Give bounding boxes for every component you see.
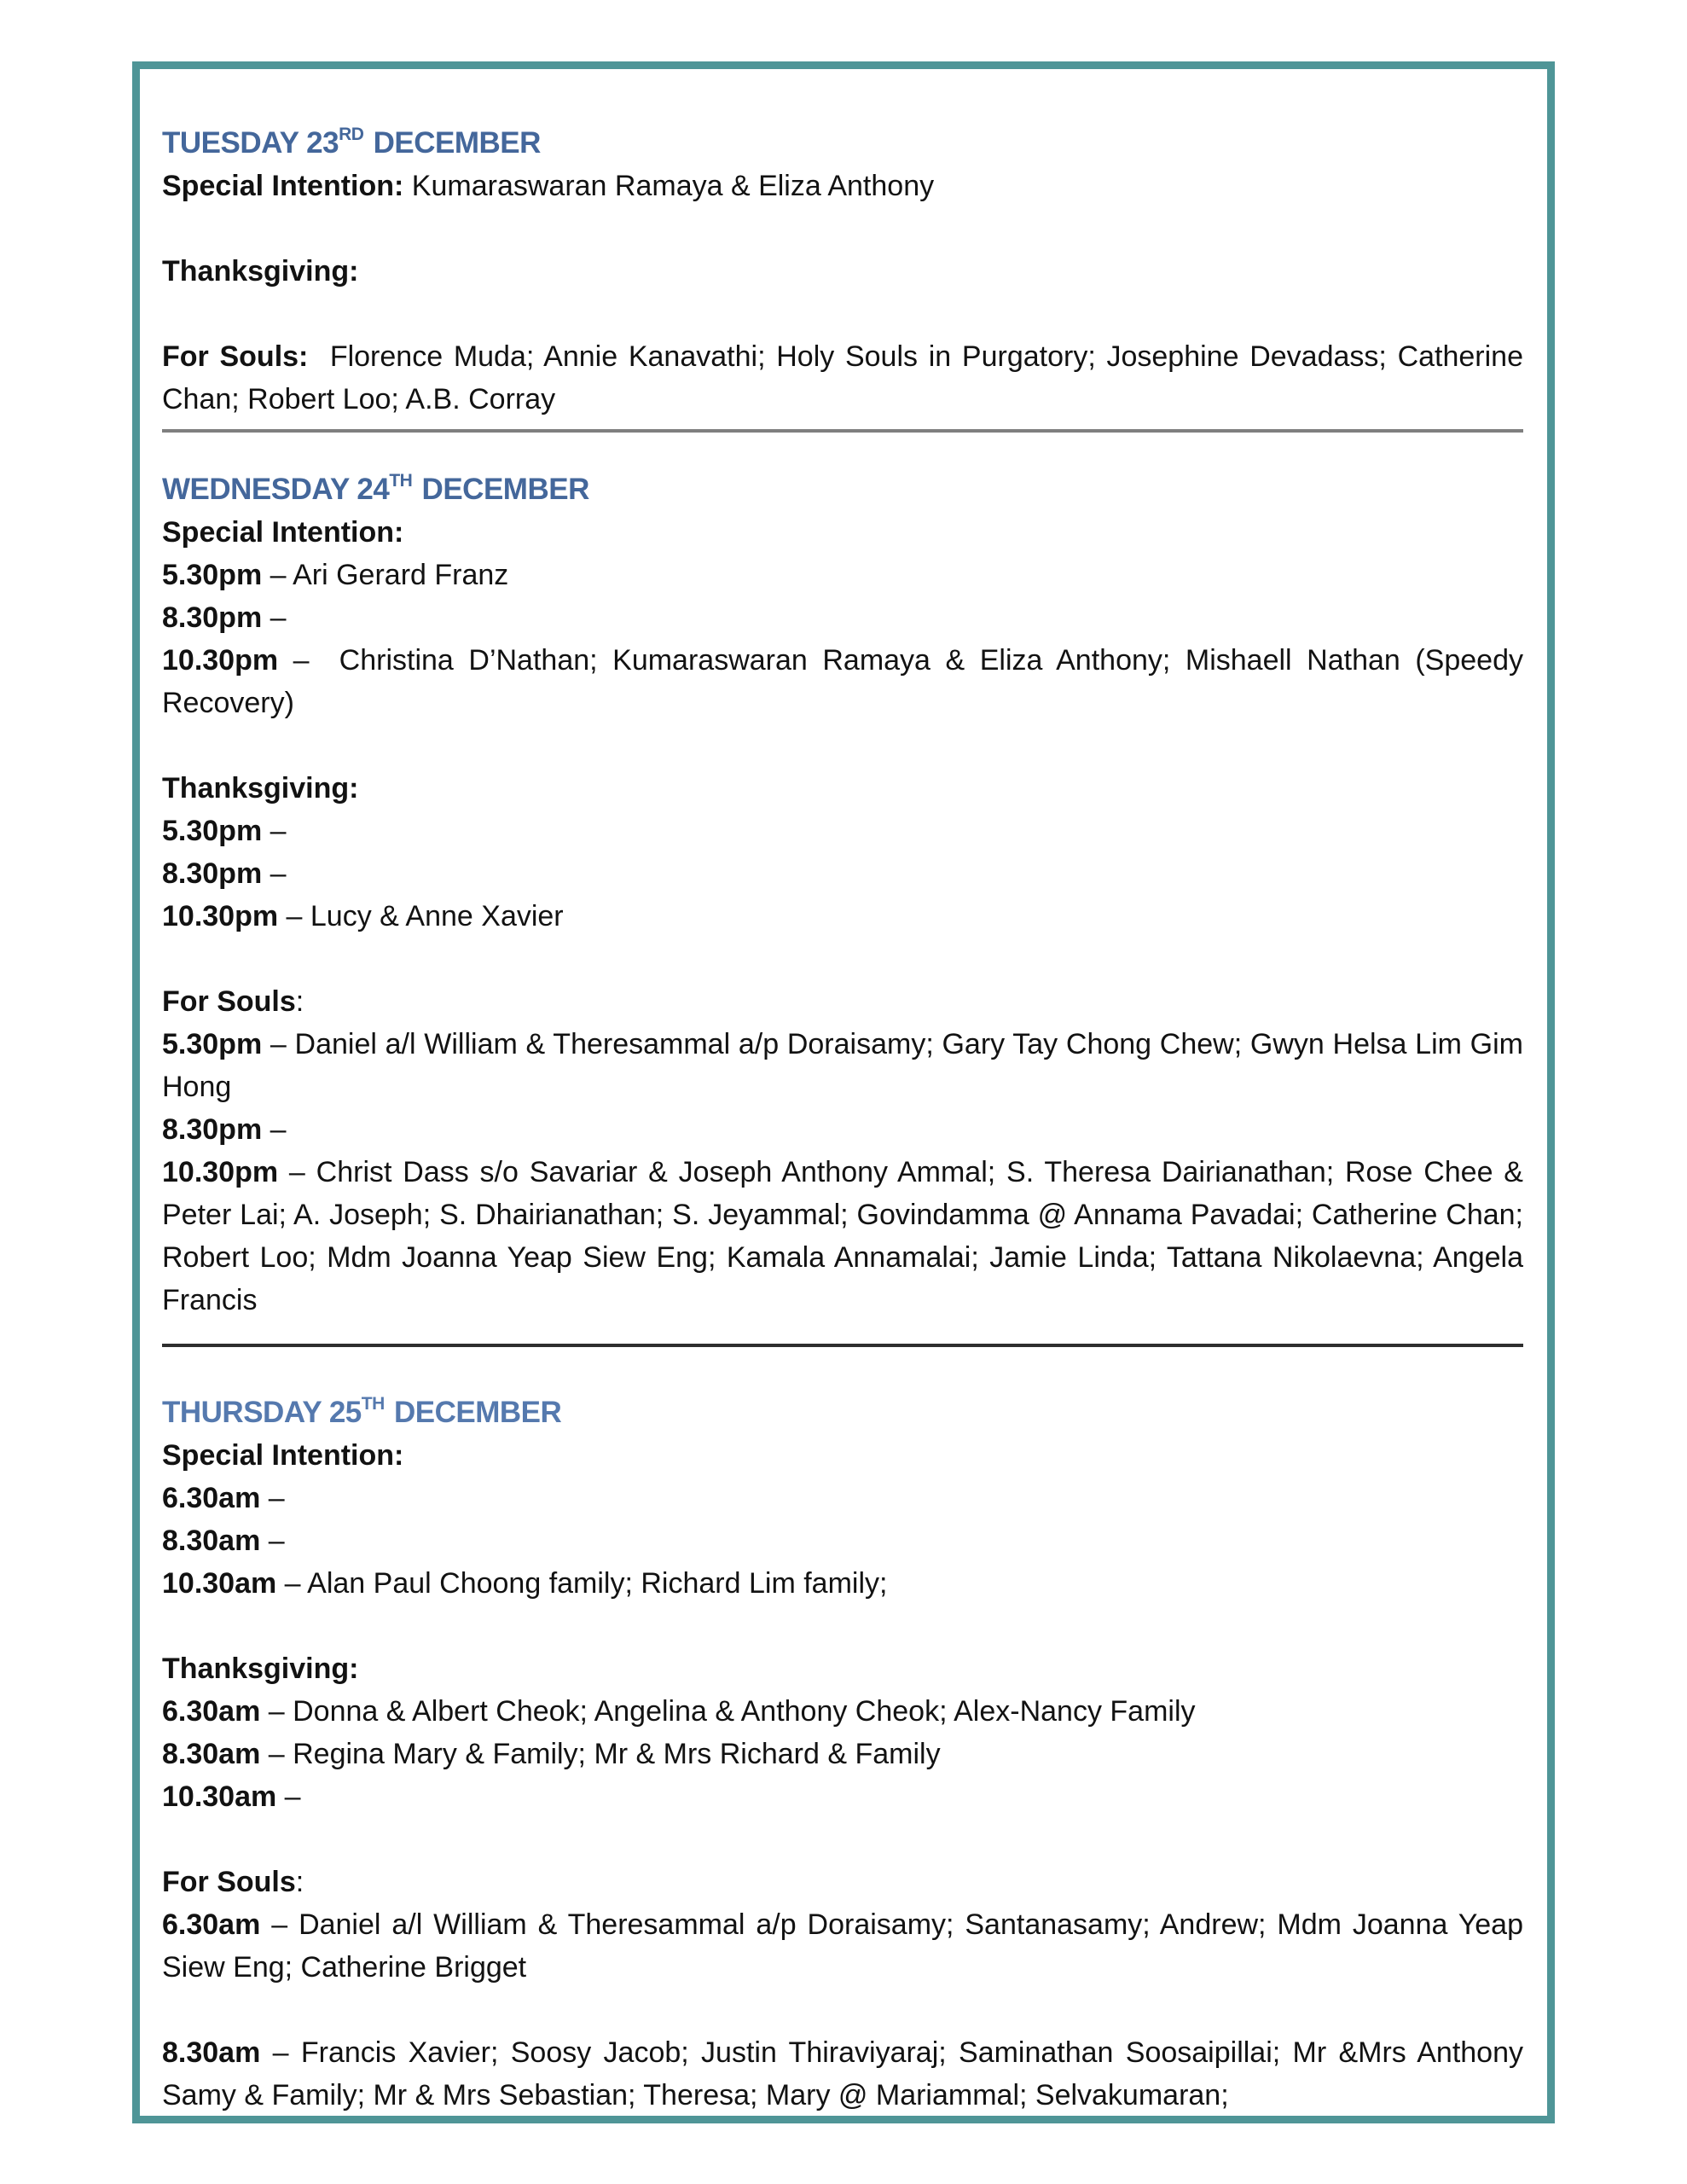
line-text: – [276, 1780, 301, 1813]
line-text: : [295, 985, 304, 1018]
line-text: – [262, 857, 287, 890]
blank-line [162, 1818, 1523, 1861]
mass-intentions-document [132, 61, 1555, 2123]
line-label: 10.30pm [162, 900, 279, 932]
intention-line [162, 1562, 1523, 1605]
heading-day: TUESDAY 23 [162, 126, 339, 160]
line-text: – Alan Paul Choong family; Richard Lim family; [276, 1567, 888, 1600]
blank-line [162, 724, 1523, 767]
line-label: 6.30am [162, 1695, 261, 1728]
section-divider-gray [162, 429, 1523, 433]
line-label: 5.30pm [162, 815, 263, 847]
line-label: 5.30pm [162, 1028, 263, 1060]
intention-line [162, 554, 1523, 596]
intention-line [162, 250, 1523, 293]
line-text: – [262, 815, 287, 847]
heading-month: DECEMBER [365, 126, 541, 160]
line-label: Special Intention: [162, 1439, 404, 1472]
intention-line [162, 335, 1523, 421]
line-text: – Christ Dass s/o Savariar & Joseph Anthony Ammal; S. Theresa Dairianathan; Rose Chee & Peter Lai; A. Joseph; S. Dhairianathan; S. Jeyammal; Govindamma @ Annama Pavadai; Catherine Chan; Robert Loo; Mdm Joanna Yeap Siew Eng; Kamala Annamalai; Jamie Linda; Tattana Nikolaevna; Angela Francis [162, 1156, 1523, 1316]
intention-line [162, 165, 1523, 207]
line-text: – [262, 1113, 287, 1146]
heading-day: WEDNESDAY 24 [162, 473, 390, 506]
intention-line [162, 1477, 1523, 1519]
intention-line [162, 767, 1523, 810]
line-text: – [260, 1525, 285, 1557]
line-label: 8.30pm [162, 601, 263, 634]
intention-line [162, 511, 1523, 554]
intention-line [162, 1434, 1523, 1477]
line-label: 10.30am [162, 1567, 277, 1600]
line-label: 8.30am [162, 1738, 261, 1770]
line-label: Special Intention: [162, 170, 404, 202]
intention-line [162, 1733, 1523, 1775]
line-text: – [260, 1482, 285, 1514]
heading-ordinal-suffix: TH [361, 1394, 385, 1414]
intention-line [162, 639, 1523, 724]
intention-line [162, 1903, 1523, 1989]
intention-line [162, 1519, 1523, 1562]
intention-line [162, 1861, 1523, 1903]
heading-day: THURSDAY 25 [162, 1396, 362, 1429]
line-label: 8.30am [162, 2036, 261, 2069]
section-heading-wednesday [162, 468, 1523, 511]
line-label: Special Intention: [162, 516, 404, 549]
line-label: 5.30pm [162, 559, 263, 591]
line-label: Thanksgiving: [162, 772, 359, 804]
intention-line [162, 2031, 1523, 2117]
line-text: – Ari Gerard Franz [262, 559, 509, 591]
heading-ordinal-suffix: RD [339, 125, 364, 145]
intention-line [162, 1023, 1523, 1108]
section-divider-dark [162, 1344, 1523, 1347]
intention-line [162, 810, 1523, 852]
line-text: – Daniel a/l William & Theresammal a/p Doraisamy; Santanasamy; Andrew; Mdm Joanna Yeap Siew Eng; Catherine Brigget [162, 1908, 1523, 1984]
intention-line [162, 1151, 1523, 1321]
line-text: – Christina D’Nathan; Kumaraswaran Ramaya & Eliza Anthony; Mishaell Nathan (Speedy Recovery) [162, 644, 1523, 719]
line-label: For Souls: [162, 340, 309, 373]
line-text: – Donna & Albert Cheok; Angelina & Anthony Cheok; Alex-Nancy Family [260, 1695, 1196, 1728]
line-text: – Daniel a/l William & Theresammal a/p Doraisamy; Gary Tay Chong Chew; Gwyn Helsa Lim Gim Hong [162, 1028, 1523, 1103]
line-text: : [295, 1866, 304, 1898]
intention-line [162, 1108, 1523, 1151]
line-text: – [262, 601, 287, 634]
line-label: 8.30pm [162, 857, 263, 890]
blank-line [162, 293, 1523, 335]
intention-line [162, 1690, 1523, 1733]
blank-line [162, 207, 1523, 250]
line-label: 6.30am [162, 1482, 261, 1514]
line-text: – Regina Mary & Family; Mr & Mrs Richard & Family [260, 1738, 941, 1770]
line-label: For Souls [162, 985, 296, 1018]
section-heading-tuesday [162, 122, 1523, 165]
intention-line [162, 980, 1523, 1023]
line-label: 8.30am [162, 1525, 261, 1557]
section-heading-thursday [162, 1391, 1523, 1434]
intention-line [162, 1647, 1523, 1690]
heading-month: DECEMBER [414, 473, 589, 506]
blank-line [162, 1989, 1523, 2031]
line-label: Thanksgiving: [162, 255, 359, 288]
blank-line [162, 938, 1523, 980]
intention-line [162, 596, 1523, 639]
line-label: 10.30pm [162, 644, 279, 677]
line-text: – Francis Xavier; Soosy Jacob; Justin Thiraviyaraj; Saminathan Soosaipillai; Mr &Mrs Anthony Samy & Family; Mr & Mrs Sebastian; Theresa; Mary @ Mariammal; Selvakumaran; [162, 2036, 1523, 2111]
intention-line [162, 852, 1523, 895]
line-label: Thanksgiving: [162, 1653, 359, 1685]
heading-month: DECEMBER [386, 1396, 562, 1429]
line-label: For Souls [162, 1866, 296, 1898]
line-label: 10.30am [162, 1780, 277, 1813]
line-label: 6.30am [162, 1908, 261, 1941]
intention-line [162, 895, 1523, 938]
intention-line [162, 1775, 1523, 1818]
line-label: 10.30pm [162, 1156, 279, 1188]
line-text: Kumaraswaran Ramaya & Eliza Anthony [403, 170, 935, 202]
line-text: – Lucy & Anne Xavier [278, 900, 564, 932]
blank-line [162, 1605, 1523, 1647]
line-label: 8.30pm [162, 1113, 263, 1146]
heading-ordinal-suffix: TH [389, 471, 413, 491]
line-text: Florence Muda; Annie Kanavathi; Holy Souls in Purgatory; Josephine Devadass; Catherine Chan; Robert Loo; A.B. Corray [162, 340, 1523, 415]
